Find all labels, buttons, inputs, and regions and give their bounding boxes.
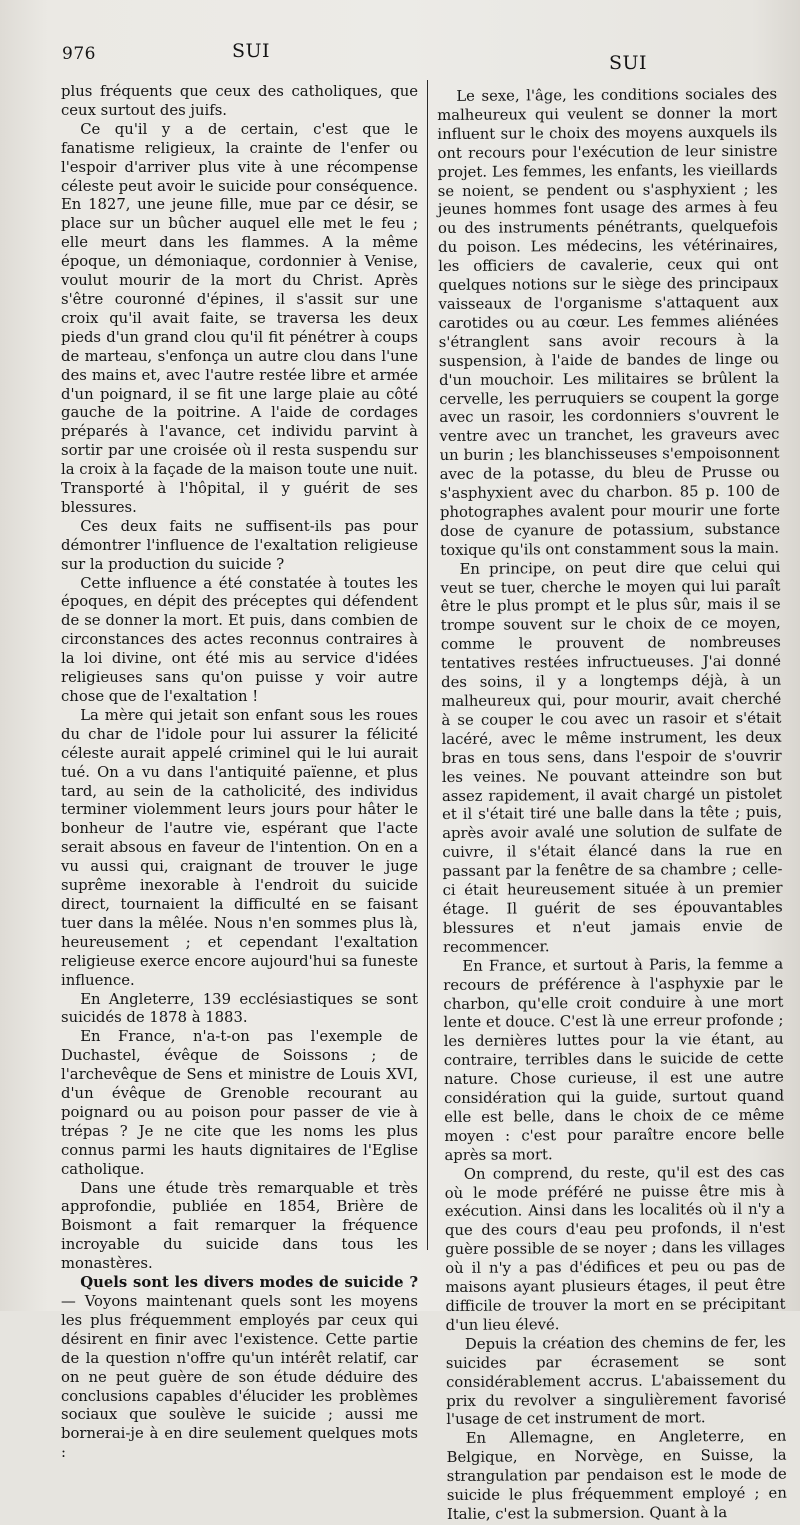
page-number: 976 [62, 44, 96, 64]
question-paragraph [61, 1274, 418, 1463]
paragraph: En principe, on peut dire que celui qui veut se tuer, cherche le moyen qui lui paraît être le plus prompt et le plus sûr, mais il se trompe souvent sur le choix de ce moyen, comme le prouvent de nombreuses tentatives restées infructueuses. J'ai donné des soins, il y a longtemps déjà, à un malheureux qui, pour mourir, avait cherché à se couper le cou avec un rasoir et s'était lacéré, avec le même instrument, les deux bras en tous sens, dans l'espoir de s'ouvrir les veines. Ne pouvant atteindre son but assez rapidement, il avait chargé un pistolet et il s'était tiré une balle dans la tête ; puis, après avoir avalé une solution de sulfate de cuivre, il s'était élancé dans la rue en passant par la fenêtre de sa chambre ; celle-ci était heureusement située à un premier étage. Il guérit de ses épouvantables blessures et n'eut jamais envie de recommencer. [440, 558, 783, 956]
paragraph: En Angleterre, 139 ecclésiastiques se sont suicidés de 1878 à 1883. [61, 990, 418, 1027]
question-heading: Quels sont les divers modes de suicide ? [80, 1274, 418, 1292]
paragraph: Dans une étude très remarquable et très approfondie, publiée en 1854, Brière de Boismont a fait remarquer la fréquence incroyable du suicide dans tous les monastères. [61, 1179, 418, 1273]
paragraph: En France, n'a-t-on pas l'exemple de Duchastel, évêque de Soissons ; de l'archevêque de Sens et ministre de Louis XVI, d'un évêque de Grenoble recourant au poignard ou au poison pour passer de vie à trépas ? Je ne cite que les noms les plus connus parmi les hauts dignitaires de l'Eglise catholique. [61, 1028, 418, 1178]
paragraph: Le sexe, l'âge, les conditions sociales des malheureux qui veulent se donner la mort influent sur le choix des moyens auxquels ils ont recours pour l'exécution de leur sinistre projet. Les femmes, les enfants, les vieillards se noient, se pendent ou s'asphyxient ; les jeunes hommes font usage des armes à feu ou des instruments pénétrants, quelquefois du poison. Les médecins, les vétérinaires, les officiers de cavalerie, ceux qui ont quelques notions sur le siège des principaux vaisseaux de l'organisme s'attaquent aux carotides ou au cœur. Les femmes aliénées s'étranglent sans avoir recours à la suspension, à l'aide de bandes de linge ou d'un mouchoir. Les militaires se brûlent la cervelle, les perruquiers se coupent la gorge avec un rasoir, les cordonniers s'ouvrent le ventre avec un tranchet, les graveurs avec un burin ; les blanchisseuses s'empoisonnent avec de la potasse, du bleu de Prusse ou s'asphyxient avec du charbon. 85 p. 100 de photographes avalent pour mourir une forte dose de cyanure de potassium, substance toxique qu'ils ont constamment sous la main. [437, 85, 781, 559]
paragraph: La mère qui jetait son enfant sous les roues du char de l'idole pour lui assurer la félicité céleste aurait appelé criminel qui le lui aurait tué. On a vu dans l'antiquité païenne, et plus tard, au sein de la catholicité, des individus terminer violemment leurs jours pour hâter le bonheur de l'autre vie, espérant que l'acte serait absous en faveur de l'intention. On en a vu aussi qui, craignant de trouver le juge suprême inexorable à l'endroit du suicide direct, tournaient la difficulté en se faisant tuer dans la mêlée. Nous n'en sommes plus là, heureusement ; et cependant l'exaltation religieuse exerce encore aujourd'hui sa funeste influence. [61, 706, 418, 989]
paragraph: En France, et surtout à Paris, la femme a recours de préférence à l'asphyxie par le charbon, qu'elle croit conduire à une mort lente et douce. C'est là une erreur profonde ; les dernières luttes pour la vie étant, au contraire, terribles dans le suicide de cette nature. Chose curieuse, il est une autre considération qui la guide, surtout quand elle est belle, dans le choix de ce même moyen : c'est pour paraître encore belle après sa mort. [443, 955, 785, 1164]
paragraph: Ce qu'il y a de certain, c'est que le fanatisme religieux, la crainte de l'enfer ou l'espoir d'arriver plus vite à une récompense céleste peut avoir le suicide pour conséquence. En 1827, une jeune fille, mue par ce désir, se place sur un bûcher auquel elle met le feu ; elle meurt dans les flammes. A la même époque, un démoniaque, cordonnier à Venise, voulut mourir de la mort du Christ. Après s'être couronné d'épines, il s'assit sur une croix qu'il avait faite, se traversa les deux pieds d'un grand clou qu'il fit pénétrer à coups de marteau, s'enfonça un autre clou dans l'une des mains et, avec l'autre restée libre et armée d'un poignard, il se fit une large plaie au côté gauche de la poitrine. A l'aide de cordages préparés à l'avance, cet individu parvint à sortir par une croisée où il resta suspendu sur la croix à la façade de la maison toute une nuit. Transporté à l'hôpital, il y guérit de ses blessures. [61, 120, 418, 516]
paragraph: On comprend, du reste, qu'il est des cas où le mode préféré ne puisse être mis à exécution. Ainsi dans les localités où il n'y a que des cours d'eau peu profonds, il n'est guère possible de se noyer ; dans les villages où il n'y a pas d'édifices et peu ou pas de maisons ayant plusieurs étages, il peut être difficile de trouver la mort en se précipitant d'un lieu élevé. [444, 1163, 786, 1334]
paragraph: plus fréquents que ceux des catholiques, que ceux surtout des juifs. [61, 83, 418, 119]
running-head-right: SUI [609, 52, 648, 74]
paragraph: En Allemagne, en Angleterre, en Belgique, en Norvège, en Suisse, la strangulation par pendaison est le mode de suicide le plus fréquemment employé ; en Italie, c'est la submersion. Quant à la [446, 1427, 787, 1523]
right-column [437, 86, 787, 1525]
column-divider [427, 80, 428, 1250]
question-text: — Voyons maintenant quels sont les moyens les plus fréquemment employés par ceux qui désirent en finir avec l'existence. Cette partie de la question n'offre qu'un intérêt relatif, car on ne peut guère de son étude déduire des conclusions capables d'élucider les problèmes sociaux que soulève le suicide ; aussi me bornerai-je à en dire seulement quelques mots : [61, 1293, 418, 1462]
paragraph: Ces deux faits ne suffisent-ils pas pour démontrer l'influence de l'exaltation religieuse sur la production du suicide ? [61, 517, 418, 573]
running-head-left: SUI [232, 40, 271, 62]
left-column [61, 83, 418, 1463]
paragraph: Cette influence a été constatée à toutes les époques, en dépit des préceptes qui défendent de se donner la mort. Et puis, dans combien de circonstances des actes reconnus contraires à la loi divine, ont été mis au service d'idées religieuses sans qu'on puisse y voir autre chose que de l'exaltation ! [61, 574, 418, 705]
paragraph: Depuis la création des chemins de fer, les suicides par écrasement se sont considérablement accrus. L'abaissement du prix du revolver a singulièrement favorisé l'usage de cet instrument de mort. [445, 1333, 787, 1429]
